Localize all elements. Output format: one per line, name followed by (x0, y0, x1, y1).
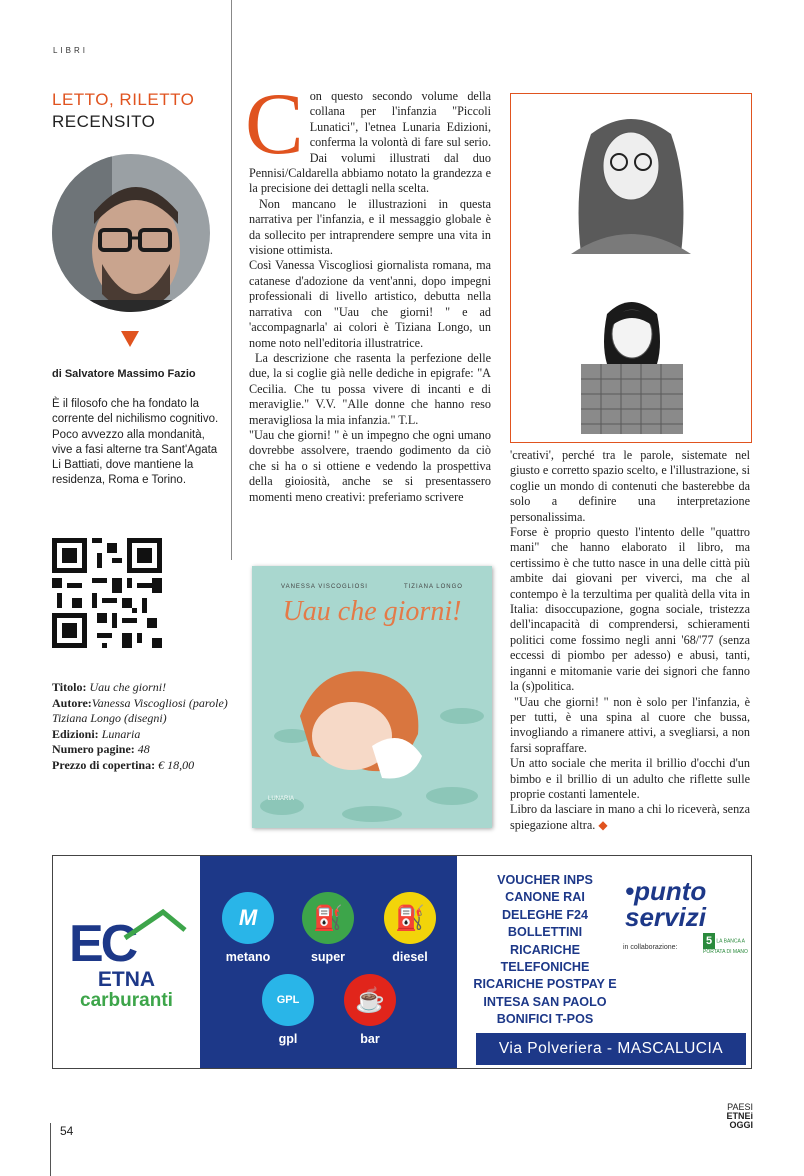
metano-icon: M (222, 892, 274, 944)
servizi-text: servizi (625, 902, 706, 932)
page-number: 54 (60, 1124, 74, 1138)
etna-text: ETNA (97, 968, 156, 991)
paragraph: 'creativi', perché tra le parole, sistemate nel giusto e corretto spazio scelto, e l'illustrazione, si coglie un mondo di contenuti che basterebbe da solo a definire una interpretazione personalissima. (510, 448, 750, 524)
author-bio: È il filosofo che ha fondato la corrente del nichilismo cognitivo. Poco avvezzo alla mondanità, vive a fasi alterne tra Sant'Agata Li Battiati, dove mantiene la residenza, Roma e Torino. (52, 398, 219, 487)
bank-text: LA BANCA A PORTATA DI MANO (703, 938, 748, 955)
title-label: Titolo: (52, 680, 87, 694)
paragraph: Così Vanessa Viscogliosi giornalista romana, ma catanese d'adozione da vent'anni, dopo impegni professionali di livello artistico, debutta nella narrativa con "Uau che giorni! " e ad 'accompagnarla' ai colori è Tiziana Longo, un nome noto nell'editoria illustratrice. (249, 258, 491, 350)
author-label: Autore: (52, 695, 92, 710)
column-title-line1: LETTO, RILETTO (52, 90, 195, 109)
price-value: € 18,00 (158, 757, 195, 772)
service-item: BONIFICI T-POS (496, 1012, 594, 1027)
carburanti-text: carburanti (80, 990, 173, 1011)
footer-divider (50, 1123, 51, 1176)
end-mark-icon: ◆ (598, 817, 608, 832)
article-column-1 (245, 76, 491, 505)
pages-value: 48 (137, 742, 150, 756)
paragraph: Forse è proprio questo l'intento delle "quattro mani" che hanno elaborato il libro, ma certissimo è che tutto nasce in una delle città più ambite dai giovani per viverci, ma che al contempo è la terzultima per qualità della vita in Italia: disoccupazione, gogna sociale, tristezza dell'incapacità di comprendersi, schieramenti politici come fossimo negli anni '68/'77 (senza eccessi di piombo per adesso) e abusi, tanti, inganni e mitomanie varie dei signori che fanno la (s)politica. (510, 525, 750, 694)
service-item: INTESA SAN PAOLO (483, 994, 607, 1009)
paragraph: Non mancano le illustrazioni in questa narrativa per l'infanzia, e il messaggio globale è da sollecito per intraprendere sempre una vita in visione ottimista. (249, 196, 491, 258)
cover-author-2: TIZIANA LONGO (403, 584, 463, 590)
author-byline: di Salvatore Massimo Fazio (52, 368, 196, 380)
brand-line3: OGGI (729, 1120, 753, 1130)
pump-icon: ⛽ (302, 892, 354, 944)
advertisement[interactable] (52, 855, 752, 1069)
fuel-diesel (370, 892, 450, 964)
cover-publisher: LUNARIA (268, 796, 295, 802)
pump-icon: ⛽ (384, 892, 436, 944)
fuel-super (288, 892, 368, 964)
service-item: CANONE RAI (505, 890, 585, 905)
gpl-icon: GPL (262, 974, 314, 1026)
fuel-label: metano (225, 950, 271, 964)
down-arrow-icon (121, 331, 139, 347)
ec-logo-mark: EC (69, 915, 136, 973)
brand-line2: ETNEi (726, 1111, 753, 1121)
pages-label: Numero pagine: (52, 742, 135, 756)
column-divider (231, 0, 232, 560)
magazine-logo (705, 1103, 753, 1130)
publisher-value: Lunaria (101, 726, 141, 741)
punto-text: •punto (625, 876, 707, 906)
paragraph: "Uau che giorni! " non è solo per l'infanzia, è per tutti, è una spina al cuore che bussa, invogliando a rimanere attivi, a svegliarsi, a non farsi sopraffare. (510, 694, 750, 755)
service-item: RICARICHE POSTPAY E (473, 977, 617, 992)
fuel-panel (200, 856, 457, 1068)
service-item: DELEGHE F24 (501, 907, 589, 922)
five-icon: 5 (703, 933, 715, 949)
paragraph (510, 802, 750, 833)
price-label: Prezzo di copertina: (52, 757, 156, 772)
paragraph: Un atto sociale che merita il brillio d'occhi d'un bimbo e il brillio di un adulto che riflette sulle proprie costanti lamentele. (510, 756, 750, 801)
roof-icon (123, 908, 187, 948)
service-item: VOUCHER INPS (497, 873, 593, 887)
services-panel (457, 856, 751, 1068)
publisher-label: Edizioni: (52, 726, 99, 741)
author-value: Vanessa Viscogliosi (parole) Tiziana Longo (disegni) (52, 695, 228, 725)
closing-text: Libro da lasciare in mano a chi lo riceverà, senza spiegazione altra. (510, 802, 750, 832)
ec-logo (53, 856, 200, 1068)
fuel-metano (208, 892, 288, 964)
coffee-icon: ☕ (344, 974, 396, 1026)
bank-logo (703, 933, 751, 955)
services-list (461, 872, 629, 1029)
cover-author-1: VANESSA VISCOGLIOSI (281, 584, 368, 590)
brand-line1: PAESI (727, 1102, 753, 1112)
author-photo (52, 154, 210, 312)
fuel-bar (330, 974, 410, 1046)
address-bar: Via Polveriera - MASCALUCIA (476, 1033, 746, 1065)
paragraph: La descrizione che rasenta la perfezione delle due, la si coglie già nelle dediche in epigrafe: "A Cecilia. Che tu possa vivere di incanti e di meraviglie." V.V. "Alle donne che hanno reso meravigliosa la mia infanzia." T.L. (249, 350, 491, 427)
illustration-portraits (510, 93, 752, 443)
column-title-line2: RECENSITO (52, 112, 156, 131)
paragraph: "Uau che giorni! " è un impegno che ogni umano dovrebbe assolvere, traendo godimento da ciò che si ha o si ottiene e vedendo la prospettiva della gioiosità, anche se si presentassero momenti meno creativi: preferiamo scrivere (249, 427, 491, 504)
drop-cap: C (245, 76, 304, 173)
section-label: LIBRI (53, 46, 89, 55)
service-item: RICARICHE (510, 942, 580, 957)
paragraph: on questo secondo volume della collana per l'infanzia "Piccoli Lunatici", l'etnea Lunaria Edizioni, conferma la volontà di fare sul serio. Dai volumi illustrati dal duo Pennisi/Caldarella abbiamo notato la grandezza e la precisione dei dettagli nella scelta. (249, 89, 491, 196)
qr-code-icon[interactable] (52, 538, 162, 648)
service-item: BOLLETTINI (507, 925, 583, 940)
punto-servizi-logo (625, 878, 745, 930)
service-item: TELEFONICHE (500, 960, 590, 975)
article-column-2 (510, 448, 750, 833)
fuel-label: bar (360, 1032, 380, 1046)
fuel-gpl (248, 974, 328, 1046)
fuel-label: gpl (278, 1032, 298, 1046)
title-value: Uau che giorni! (89, 680, 167, 694)
collab-text: in collaborazione: (623, 944, 678, 951)
fuel-label: super (310, 950, 346, 964)
book-info (52, 680, 232, 773)
fuel-label: diesel (392, 950, 428, 964)
book-cover (252, 566, 492, 828)
cover-title: Uau che giorni! (282, 596, 462, 627)
